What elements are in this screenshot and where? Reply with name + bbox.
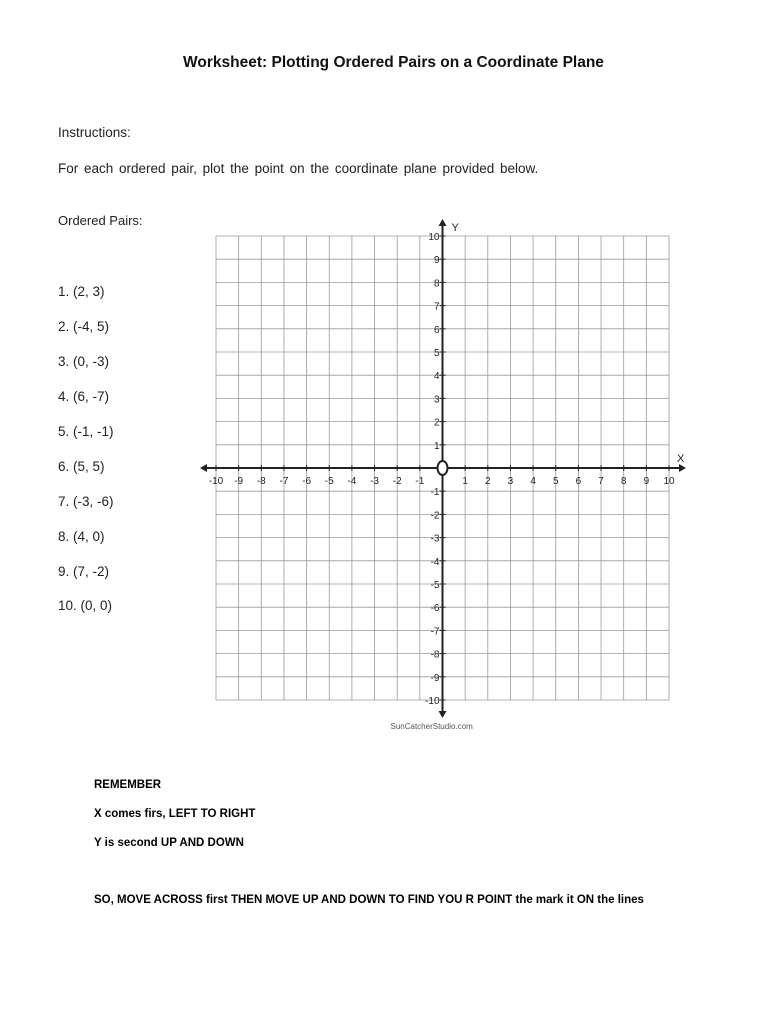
x-axis-arrow-left	[200, 464, 207, 472]
ordered-pair-item: 8. (4, 0)	[58, 529, 105, 544]
y-tick-label: -9	[430, 672, 440, 684]
x-axis-arrow-right	[679, 464, 686, 472]
x-tick-label: -3	[370, 476, 380, 487]
y-tick-label: 8	[433, 278, 440, 290]
y-tick-label: 4	[433, 371, 440, 383]
x-tick-label: -4	[347, 476, 357, 487]
y-axis-arrow-up	[439, 219, 447, 226]
coordinate-plane-svg	[196, 216, 696, 730]
x-tick-label: 5	[552, 476, 559, 487]
ordered-pair-item: 2. (-4, 5)	[58, 319, 110, 334]
watermark-text: SunCatcherStudio.com	[390, 722, 473, 730]
x-tick-label: 6	[575, 476, 582, 487]
ordered-pair-item: 4. (6, -7)	[58, 389, 110, 404]
y-tick-label: 6	[433, 324, 440, 336]
x-tick-label: 1	[462, 476, 468, 487]
y-tick-label: -5	[430, 580, 440, 591]
x-tick-label: 10	[663, 476, 675, 487]
y-axis-arrow-down	[439, 711, 447, 718]
y-tick-label: -10	[425, 696, 440, 707]
ordered-pairs-label: Ordered Pairs:	[58, 213, 143, 228]
x-tick-label: -10	[208, 476, 224, 487]
x-axis-label: X	[677, 453, 685, 465]
y-tick-label: -8	[430, 649, 440, 661]
x-tick-label: 3	[507, 476, 514, 487]
x-tick-label: -9	[234, 476, 244, 487]
y-tick-label: 9	[433, 255, 440, 267]
y-tick-label: 5	[433, 348, 440, 359]
y-tick-label: -1	[430, 487, 440, 499]
instructions-label: Instructions:	[58, 125, 131, 140]
x-tick-label: 8	[620, 476, 627, 487]
x-tick-label: -6	[302, 476, 312, 487]
x-tick-label: 7	[598, 476, 604, 487]
x-tick-label: -5	[324, 476, 334, 487]
summary-note: SO, MOVE ACROSS first THEN MOVE UP AND DOWN TO FIND YOU R POINT the mark it ON the lines	[94, 894, 644, 906]
instructions-text: For each ordered pair, plot the point on the coordinate plane provided below.	[58, 161, 539, 176]
y-tick-label: -4	[430, 556, 440, 568]
y-rule-note: Y is second UP AND DOWN	[94, 837, 244, 849]
ordered-pair-item: 1. (2, 3)	[58, 284, 105, 299]
ordered-pair-item: 3. (0, -3)	[58, 354, 110, 369]
ordered-pair-item: 6. (5, 5)	[58, 459, 105, 474]
x-tick-label: -1	[415, 476, 425, 487]
y-axis-label: Y	[451, 222, 459, 234]
x-tick-label: -2	[392, 476, 402, 487]
origin-marker	[438, 461, 448, 475]
y-tick-label: -2	[430, 510, 440, 522]
y-tick-label: 10	[428, 232, 440, 243]
x-tick-label: 2	[485, 476, 491, 487]
x-rule-note: X comes firs, LEFT TO RIGHT	[94, 808, 256, 820]
ordered-pair-item: 9. (7, -2)	[58, 564, 110, 579]
coordinate-plane	[196, 216, 696, 730]
page-title: Worksheet: Plotting Ordered Pairs on a Coordinate Plane	[183, 54, 604, 71]
ordered-pair-item: 10. (0, 0)	[58, 598, 113, 613]
y-tick-label: 1	[433, 440, 440, 452]
ordered-pair-item: 5. (-1, -1)	[58, 424, 114, 439]
x-tick-label: 9	[643, 476, 650, 487]
y-tick-label: -6	[430, 603, 440, 615]
x-tick-label: 4	[530, 476, 536, 487]
x-tick-label: -8	[256, 476, 266, 487]
y-tick-label: -7	[430, 626, 440, 638]
ordered-pair-item: 7. (-3, -6)	[58, 494, 114, 509]
y-tick-label: 7	[433, 301, 440, 313]
x-tick-label: -7	[279, 476, 289, 487]
y-tick-label: -3	[430, 533, 440, 545]
y-tick-label: 3	[433, 394, 440, 406]
remember-heading: REMEMBER	[94, 779, 162, 791]
y-tick-label: 2	[433, 417, 440, 429]
